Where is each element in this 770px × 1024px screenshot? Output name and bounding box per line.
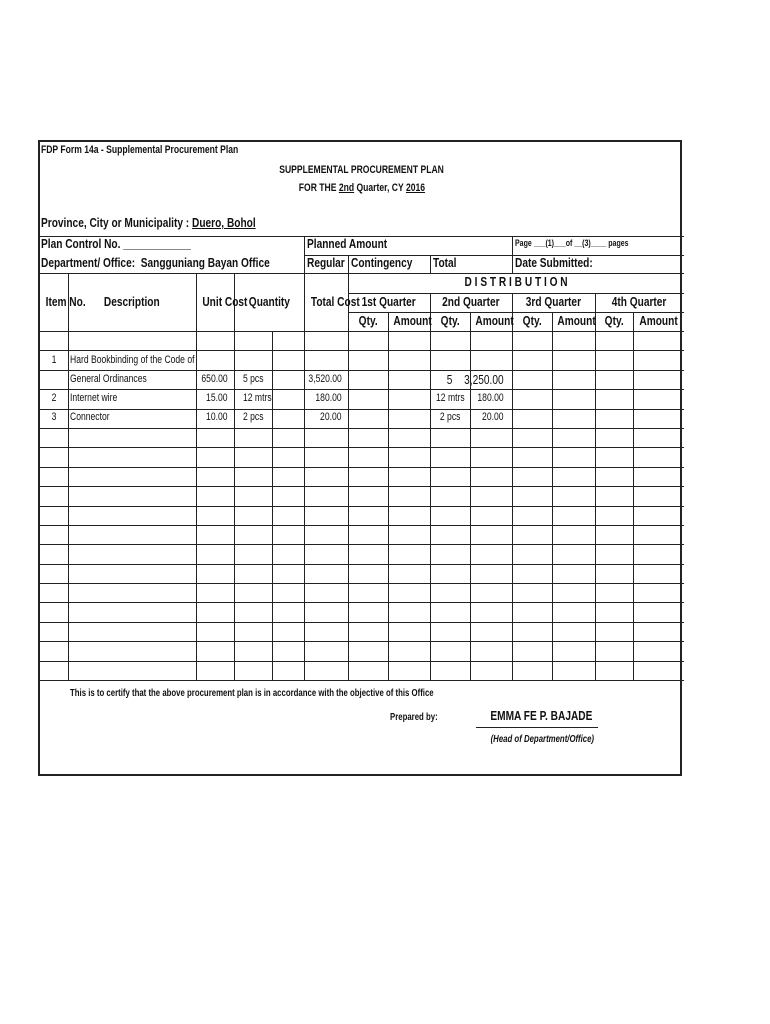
col-quarter-4: 4th Quarter: [612, 294, 667, 309]
department-line: Department/ Office: Sangguniang Bayan Office: [41, 255, 270, 270]
col-unit-cost: Unit Cost: [202, 294, 248, 309]
item-total-cost: 3,520.00: [308, 373, 342, 385]
col-item-no: Item No.: [45, 294, 86, 309]
col-quarter-3: 3rd Quarter: [525, 294, 582, 309]
q1-amount-header: Amount: [393, 313, 432, 328]
total-label: Total: [433, 255, 457, 270]
item-unit-cost: 10.00: [206, 411, 228, 423]
row-divider: [40, 564, 684, 565]
col-total-cost: Total Cost: [310, 294, 360, 309]
col-quarter-2: 2nd Quarter: [442, 294, 500, 309]
item-description: General Ordinances: [70, 373, 147, 385]
item-unit-cost: 650.00: [201, 373, 228, 385]
q2-amount: 3,250.00: [464, 372, 504, 387]
col-quarter-1: 1st Quarter: [361, 294, 417, 309]
item-no: 3: [51, 411, 57, 423]
row-divider: [40, 602, 684, 603]
row-divider: [40, 447, 684, 448]
row-divider: [40, 583, 684, 584]
row-divider: [40, 409, 684, 410]
page-label: Page ___(1)___of __(3)____ pages: [515, 238, 629, 248]
q2-qty: 2 pcs: [439, 411, 461, 423]
row-divider: [40, 389, 684, 390]
q2-qty: 12 mtrs: [435, 392, 465, 404]
item-quantity: 5 pcs: [243, 373, 264, 385]
certification-text: This is to certify that the above procurement plan is in accordance with the objective of this Office: [70, 688, 434, 699]
row-divider: [40, 622, 684, 623]
item-description: Connector: [70, 411, 110, 423]
col-description: Description: [104, 294, 160, 309]
date-submitted-label: Date Submitted:: [515, 255, 593, 270]
q3-qty-header: Qty.: [522, 313, 542, 328]
row-divider: [40, 661, 684, 662]
form-code: FDP Form 14a - Supplemental Procurement Plan: [41, 144, 239, 156]
form-subtitle: FOR THE 2nd Quarter, CY 2016: [298, 182, 426, 194]
item-total-cost: 180.00: [315, 392, 342, 404]
q2-amount: 20.00: [482, 411, 504, 423]
item-total-cost: 20.00: [320, 411, 342, 423]
row-divider: [40, 350, 684, 351]
province-line: Province, City or Municipality : Duero, Bohol: [41, 215, 256, 230]
q4-qty-header: Qty.: [604, 313, 624, 328]
item-unit-cost: 15.00: [206, 392, 228, 404]
item-no: 1: [51, 354, 57, 366]
row-divider: [40, 525, 684, 526]
q4-amount-header: Amount: [639, 313, 678, 328]
row-divider: [40, 428, 684, 429]
plan-control-label: Plan Control No. ____________: [41, 236, 191, 251]
col-quantity: Quantity: [248, 294, 290, 309]
row-divider: [40, 544, 684, 545]
province-value: Duero, Bohol: [192, 215, 256, 230]
q2-qty: 5: [447, 372, 453, 387]
distribution-label: D I S T R I B U T I O N: [464, 274, 568, 289]
regular-label: Regular: [307, 255, 345, 270]
item-quantity: 12 mtrs: [243, 392, 272, 404]
row-divider: [40, 506, 684, 507]
item-description: Hard Bookbinding of the Code of: [70, 354, 195, 366]
item-quantity: 2 pcs: [243, 411, 264, 423]
procurement-plan-form: [38, 140, 682, 776]
form-title: SUPPLEMENTAL PROCUREMENT PLAN: [279, 164, 445, 176]
year-value: 2016: [406, 182, 426, 194]
contingency-label: Contingency: [351, 255, 413, 270]
quarter-value: 2nd: [338, 182, 355, 194]
signatory-title: (Head of Department/Office): [490, 734, 595, 745]
row-divider: [40, 486, 684, 487]
q3-amount-header: Amount: [557, 313, 596, 328]
q2-qty-header: Qty.: [440, 313, 460, 328]
item-no: 2: [51, 392, 57, 404]
prepared-by-label: Prepared by:: [390, 712, 438, 723]
q2-amount: 180.00: [477, 392, 504, 404]
q1-qty-header: Qty.: [358, 313, 378, 328]
row-divider: [40, 370, 684, 371]
row-divider: [40, 641, 684, 642]
row-divider: [40, 467, 684, 468]
planned-amount-label: Planned Amount: [307, 236, 388, 251]
q2-amount-header: Amount: [475, 313, 514, 328]
item-description: Internet wire: [70, 392, 118, 404]
department-value: Sangguniang Bayan Office: [140, 255, 270, 270]
signatory-name: EMMA FE P. BAJADE: [490, 708, 593, 723]
